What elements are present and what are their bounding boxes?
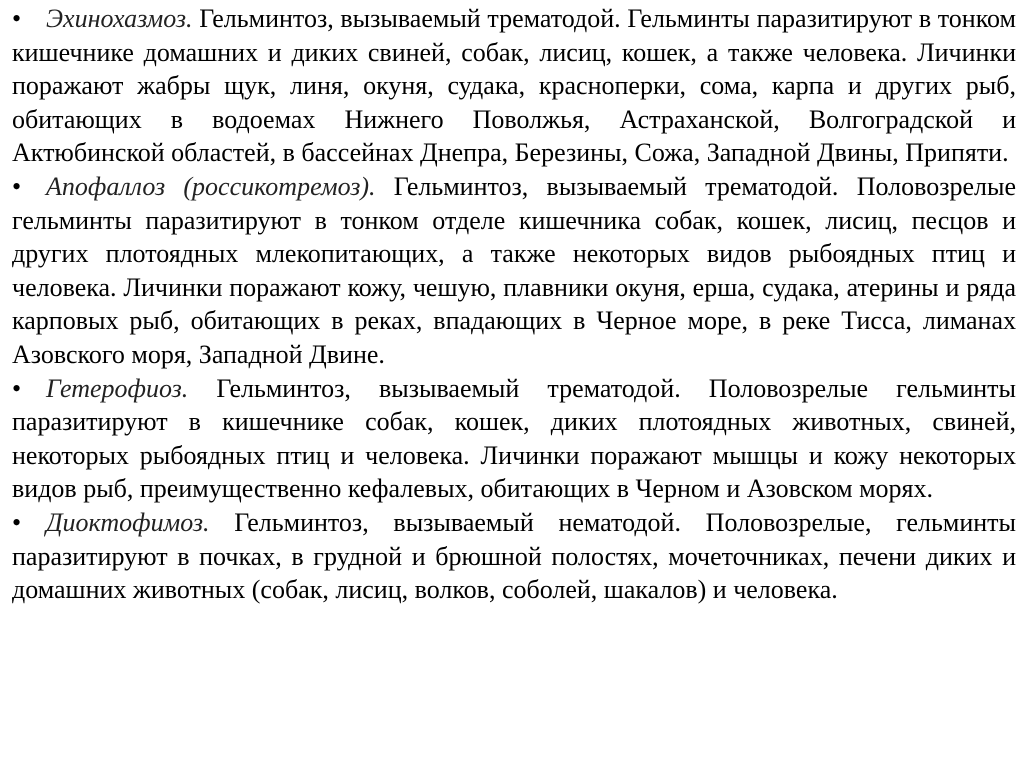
description-echinochasmosis: Гельминтоз, вызываемый трематодой. Гельминты паразитируют в тонком кишечнике домашних и диких свиней, собак, лисиц, кошек, а также человека. Личинки поражают жабры щук, линя, окуня, судака, красноперки, сома, карпа и других рыб, обитающих в водоемах Нижнего Поволжья, Астраханской, Волгоградской и Актюбинской областей, в бассейнах Днепра, Березины, Сожа, Западной Двины, Припяти.	[12, 4, 1016, 168]
term-heterophyiasis: Гетерофиоз.	[46, 373, 189, 403]
bullet-icon: •	[12, 373, 22, 403]
term-echinochasmosis: Эхинохазмоз.	[46, 4, 193, 33]
bullet-icon: •	[12, 507, 22, 537]
paragraph-heterophyiasis	[12, 372, 1016, 506]
bullet-icon: •	[12, 171, 22, 201]
paragraph-dioctophymosis	[12, 506, 1016, 607]
term-apophallosis: Апофаллоз (россикотремоз).	[46, 171, 376, 201]
document-body	[12, 2, 1016, 764]
description-apophallosis: Гельминтоз, вызываемый трематодой. Половозрелые гельминты паразитируют в тонком отделе кишечника собак, кошек, лисиц, песцов и других плотоядных млекопитающих, а также некоторых видов рыбоядных птиц и человека. Личинки поражают кожу, чешую, плавники окуня, ерша, судака, атерины и ряда карповых рыб, обитающих в реках, впадающих в Черное море, в реке Тисса, лиманах Азовского моря, Западной Двине.	[12, 171, 1016, 369]
bullet-icon: •	[12, 4, 22, 33]
paragraph-apophallosis	[12, 170, 1016, 372]
term-dioctophymosis: Диоктофимоз.	[46, 507, 210, 537]
description-dioctophymosis: Гельминтоз, вызываемый нематодой. Половозрелые, гельминты паразитируют в почках, в грудной и брюшной полостях, мочеточниках, печени диких и домашних животных (собак, лисиц, волков, соболей, шакалов) и человека.	[12, 507, 1016, 605]
description-heterophyiasis: Гельминтоз, вызываемый трематодой. Половозрелые гельминты паразитируют в кишечнике собак, кошек, диких плотоядных животных, свиней, некоторых рыбоядных птиц и человека. Личинки поражают мышцы и кожу некоторых видов рыб, преимущественно кефалевых, обитающих в Черном и Азовском морях.	[12, 373, 1016, 504]
paragraph-echinochasmosis	[12, 2, 1016, 170]
